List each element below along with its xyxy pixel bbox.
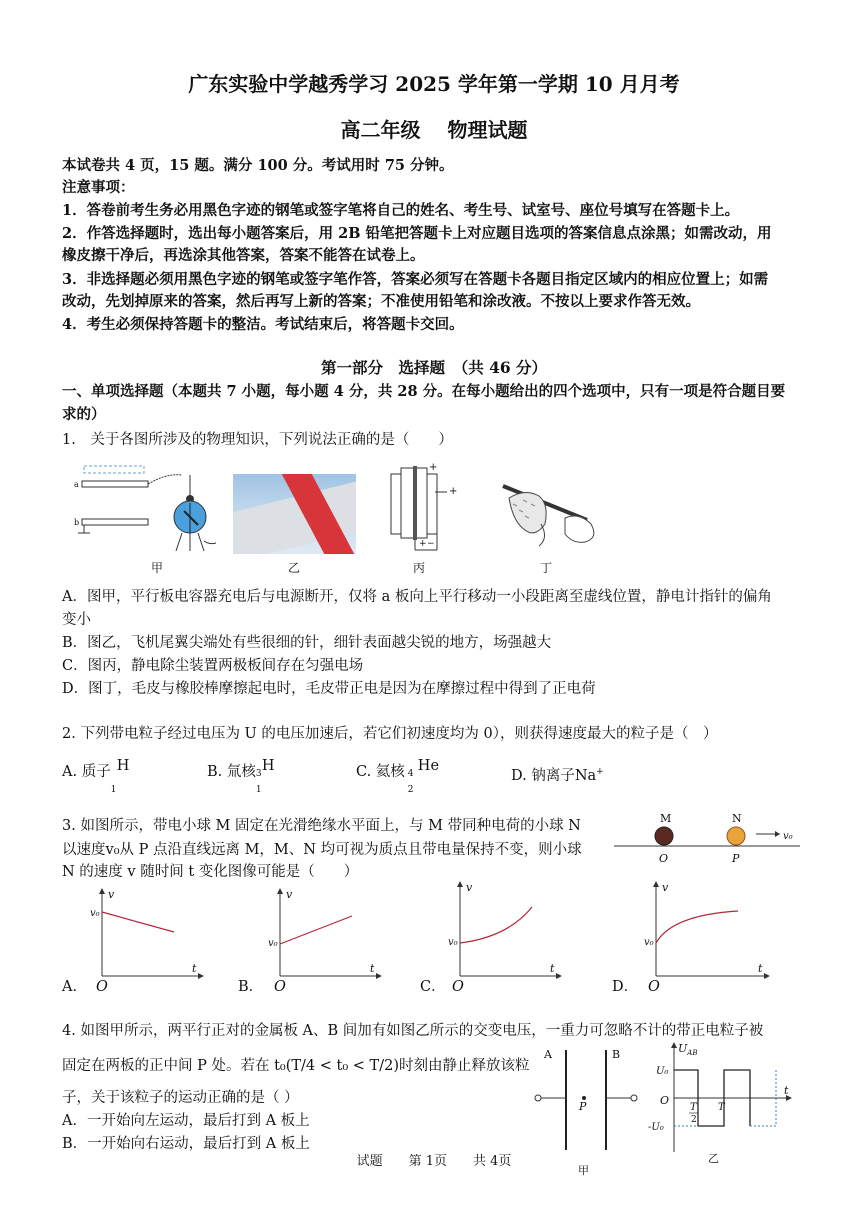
graph-c [446, 879, 564, 981]
q1-option-a-cont: 变小 [62, 612, 91, 628]
exam-title: 广东实验中学越秀学习 2025 学年第一学期 10 月月考 [188, 72, 680, 96]
svg-text:A: A [544, 1048, 552, 1061]
section-heading: 求的） [62, 406, 106, 423]
q1-option-b: B．图乙，飞机尾翼尖端处有些很细的针，细针表面越尖锐的地方，场强越大 [62, 635, 552, 651]
graph-b [266, 886, 384, 981]
label-m: M [660, 812, 672, 825]
notice-line: 改动，先划掉原来的答案，然后再写上新的答案；不准使用铅笔和涂改液。不按以上要求作答无效。 [62, 293, 700, 310]
question-4-line: 4. 如图甲所示，两平行正对的金属板 A、B 间加有如图乙所示的交变电压，一重力可忽略不计的带正电粒子被 [62, 1023, 764, 1039]
q2-option-d: D. 钠离子Na+ [511, 767, 604, 784]
q3-option-d: D． [612, 979, 639, 995]
airplane-wing-image [233, 474, 356, 554]
svg-text:t: t [550, 962, 555, 975]
section-heading: 一、单项选择题（本题共 7 小题，每小题 4 分，共 28 分。在每小题给出的四个选项中，只有一项是符合题目要 [62, 383, 786, 400]
question-3-line: N 的速度 v 随时间 t 变化图像可能是（ ） [62, 864, 359, 880]
svg-text:v: v [108, 888, 115, 901]
graph-a-origin: O [96, 979, 108, 995]
svg-text:-U₀: -U₀ [648, 1122, 664, 1133]
q3-option-c: C． [420, 979, 446, 995]
q4-option-a: A．一开始向左运动，最后打到 A 板上 [62, 1113, 310, 1129]
question-1-stem: 1. 关于各图所涉及的物理知识，下列说法正确的是（ ） [62, 432, 453, 448]
svg-text:UAB: $U_{AB}$ [678, 1042, 698, 1057]
notice-heading: 注意事项： [62, 179, 135, 196]
part-title: 第一部分 选择题 （共 46 分） [320, 358, 548, 377]
notice-line: 3．非选择题必须用黑色字迹的钢笔或签字笔作答，答案必须写在答题卡各题目指定区域内的相应位置上；如需 [62, 271, 769, 288]
question-3-line: 以速度v₀从 P 点沿直线远离 M，M、N 均可视为质点且带电量保持不变，则小球 [62, 842, 582, 858]
label-o: O [659, 852, 669, 865]
fig-label-bing: 丙 [413, 561, 426, 575]
q1-option-d: D．图丁，毛皮与橡胶棒摩擦起电时，毛皮带正电是因为在摩擦过程中得到了正电荷 [62, 681, 596, 697]
q2-option-a: A. 质子 1 H [62, 758, 130, 795]
svg-text:O: O [660, 1094, 670, 1107]
svg-text:T: T [690, 1102, 697, 1113]
svg-text:v₀: v₀ [644, 937, 654, 948]
notice-line: 1．答卷前考生务必用黑色字迹的钢笔或签字笔将自己的姓名、考生号、试室号、座位号填写在答题卡上。 [62, 202, 740, 219]
notice-line: 2．作答选择题时，选出每小题答案后，用 2B 铅笔把答题卡上对应题目选项的答案信息点涂黑；如需改动，用 [62, 225, 772, 242]
q1-option-a: A．图甲，平行板电容器充电后与电源断开，仅将 a 板向上平行移动一小段距离至虚线位置，静电计指针的偏角 [62, 589, 772, 605]
svg-text:+: + [449, 486, 458, 497]
fur-rubbing-rod-figure [495, 478, 605, 558]
svg-text:+: + [419, 539, 427, 549]
plate-b-label: b [74, 518, 80, 527]
q4-option-b: B．一开始向右运动，最后打到 A 板上 [62, 1136, 310, 1152]
question-2-stem: 2. 下列带电粒子经过电压为 U 的电压加速后，若它们初速度均为 0），则获得速度最大的粒子是（ ） [62, 726, 718, 742]
svg-text:v: v [466, 881, 473, 894]
svg-text:U₀: U₀ [656, 1066, 669, 1077]
q1-option-c: C．图丙，静电除尘装置两极板间存在匀强电场 [62, 658, 364, 674]
svg-text:+: + [429, 462, 438, 473]
label-v0: v₀ [783, 831, 793, 842]
question-4-line: 固定在两板的正中间 P 处。若在 t₀(T/4 < t₀ < T/2)时刻由静止释放该粒 [62, 1058, 530, 1074]
svg-text:甲: 甲 [578, 1164, 589, 1177]
notice-line: 4．考生必须保持答题卡的整洁。考试结束后，将答题卡交回。 [62, 316, 464, 333]
graph-a [88, 886, 206, 981]
svg-text:v: v [662, 881, 669, 894]
q2-option-b: B. 氚核 3 1 H [207, 758, 275, 795]
svg-text:t: t [370, 962, 375, 975]
q3-option-b: B． [238, 979, 264, 995]
label-n: N [732, 812, 742, 825]
svg-text:v₀: v₀ [448, 937, 458, 948]
fig-label-jia: 甲 [151, 561, 164, 575]
svg-text:v₀: v₀ [268, 938, 278, 949]
svg-text:−: − [427, 539, 435, 549]
graph-d-origin: O [648, 979, 660, 995]
svg-text:2: 2 [691, 1115, 697, 1125]
svg-text:P: P [579, 1100, 587, 1113]
label-p: P [732, 852, 740, 865]
electroscope-figure [72, 463, 232, 573]
q3-option-a: A． [62, 979, 87, 995]
q2-option-c: C. 氦核 4 2 He [356, 758, 440, 795]
svg-text:v₀: v₀ [90, 908, 100, 919]
exam-summary: 本试卷共 4 页，15 题。满分 100 分。考试用时 75 分钟。 [62, 157, 454, 174]
svg-text:t: t [784, 1084, 789, 1097]
notice-line: 橡皮擦干净后，再选涂其他答案，答案不能答在试卷上。 [62, 247, 425, 264]
question-3-line: 3. 如图所示，带电小球 M 固定在光滑绝缘水平面上，与 M 带同种电荷的小球 N [62, 818, 581, 834]
svg-text:t: t [192, 962, 197, 975]
electrostatic-precipitator-figure [375, 462, 465, 557]
svg-text:乙: 乙 [708, 1152, 719, 1165]
svg-text:t: t [758, 962, 763, 975]
fig-label-yi: 乙 [288, 561, 301, 575]
graph-c-origin: O [452, 979, 464, 995]
plate-a-label: a [74, 480, 79, 489]
page-footer: 试题 第 1页 共 4页 [356, 1154, 512, 1169]
graph-d [642, 879, 772, 981]
graph-b-origin: O [274, 979, 286, 995]
exam-subtitle: 高二年级 物理试题 [340, 118, 528, 142]
question-4-line: 子，关于该粒子的运动正确的是（ ） [62, 1090, 299, 1106]
fig-label-ding: 丁 [540, 561, 553, 575]
svg-text:T: T [718, 1102, 725, 1113]
q3-ball-figure [614, 812, 804, 864]
svg-text:B: B [612, 1048, 621, 1061]
svg-text:v: v [286, 888, 293, 901]
